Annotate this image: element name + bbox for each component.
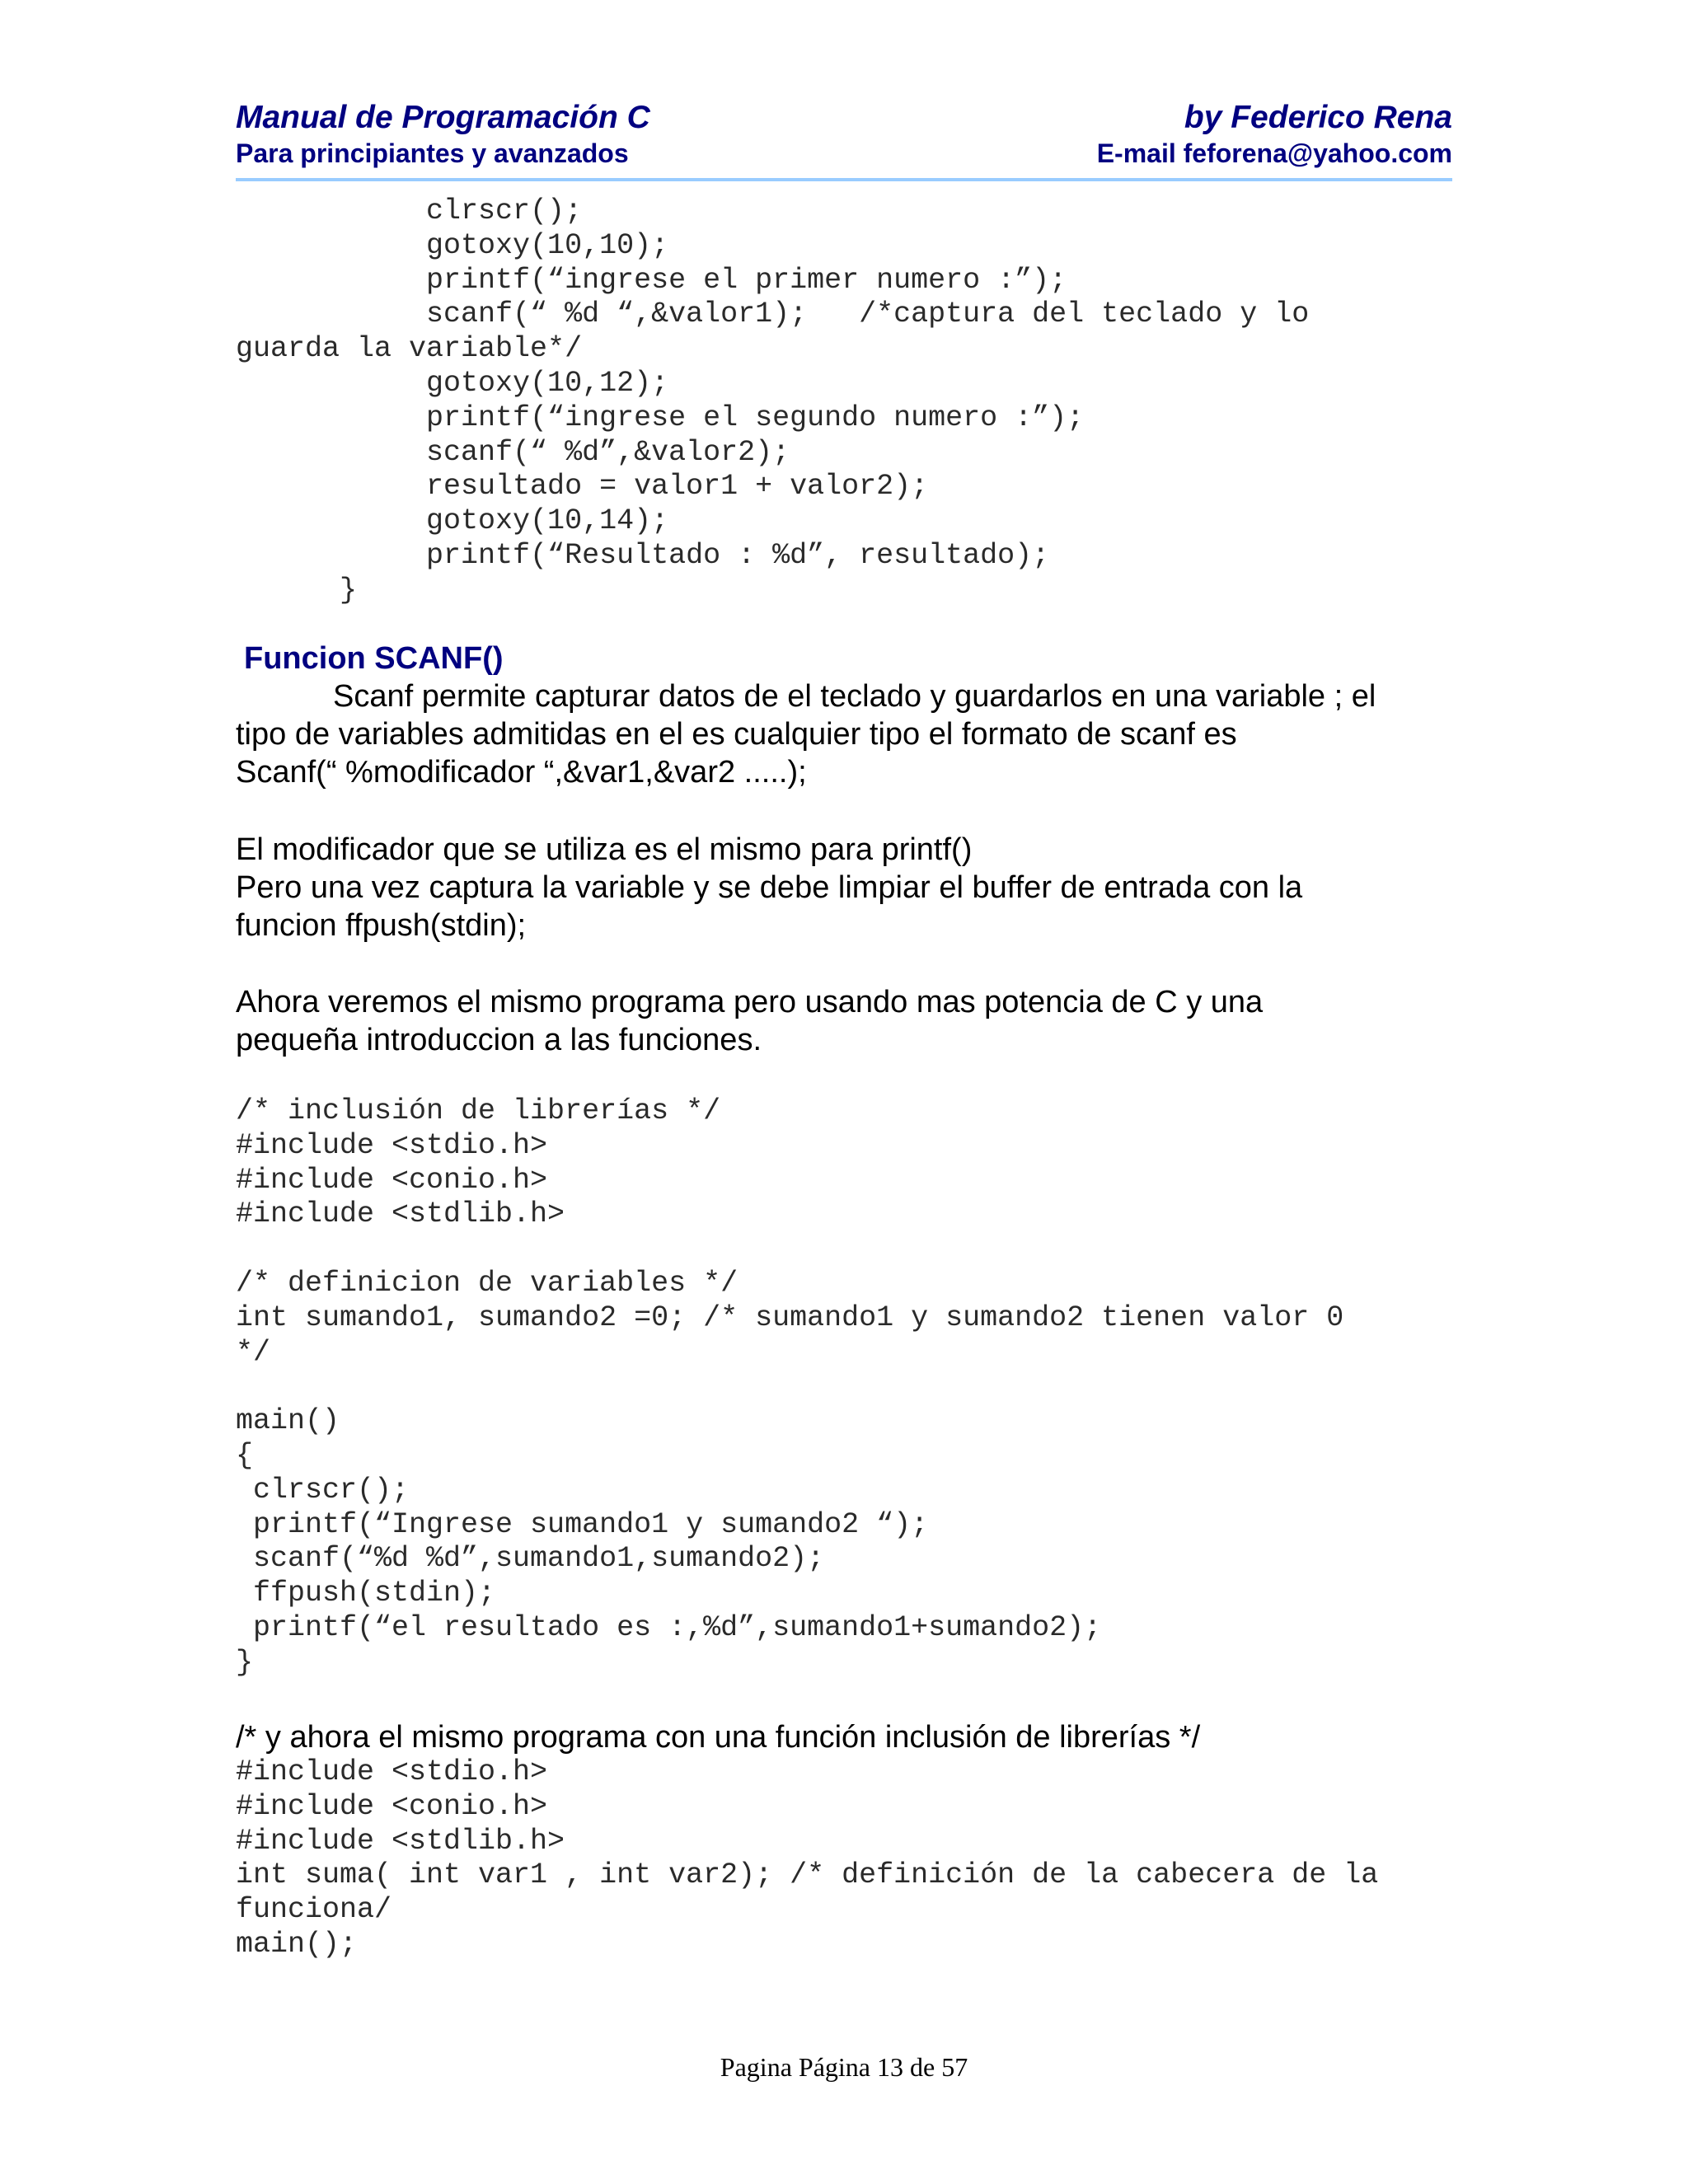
paragraph-1-line-3: Scanf(“ %modificador “,&var1,&var2 .....); — [236, 755, 807, 790]
code-block-1: clrscr(); gotoxy(10,10); printf(“ingrese el primer numero :”); scanf(“ %d “,&valor1); /*captura del teclado y lo guarda la variable*/ gotoxy(10,12); printf(“ingrese el segundo numero :”); scanf(“ %d”,&valor2); resultado = valor1 + valor2); gotoxy(10,14); printf(“Resultado : %d”, resultado); } — [236, 194, 1310, 607]
author-email: E-mail feforena@yahoo.com — [1096, 138, 1452, 168]
header-divider — [236, 178, 1452, 181]
paragraph-1 — [236, 677, 1376, 791]
document-subtitle: Para principiantes y avanzados — [236, 138, 629, 168]
paragraph-2-line-1: El modificador que se utiliza es el mismo para printf() — [236, 832, 973, 867]
page-footer: Pagina Página 13 de 57 — [720, 2052, 968, 2082]
paragraph-4: /* y ahora el mismo programa con una función inclusión de librerías */ — [236, 1720, 1201, 1755]
code-block-3: #include <stdio.h> #include <conio.h> #include <stdlib.h> int suma( int var1 , int var2); /* definición de la cabecera de la funciona/ main(); — [236, 1755, 1379, 1961]
paragraph-2-line-3: funcion ffpush(stdin); — [236, 908, 527, 943]
paragraph-2 — [236, 831, 1302, 944]
paragraph-3 — [236, 983, 1263, 1059]
paragraph-3-line-1: Ahora veremos el mismo programa pero usando mas potencia de C y una — [236, 985, 1264, 1019]
paragraph-3-line-2: pequeña introduccion a las funciones. — [236, 1023, 762, 1057]
document-author: by Federico Rena — [1184, 100, 1452, 135]
code-block-2: /* inclusión de librerías */ #include <stdio.h> #include <conio.h> #include <stdlib.h> /* definicion de variables */ int sumando1, sumando2 =0; /* sumando1 y sumando2 tienen valor 0 */ main() { clrscr(); printf(“Ingrese sumando1 y sumando2 “); scanf(“%d %d”,sumando1,sumando2); ffpush(stdin); printf(“el resultado es :,%d”,sumando1+sumando2); } — [236, 1094, 1344, 1679]
paragraph-2-line-2: Pero una vez captura la variable y se debe limpiar el buffer de entrada con la — [236, 870, 1303, 905]
paragraph-1-line-1: Scanf permite capturar datos de el teclado y guardarlos en una variable ; el — [333, 679, 1376, 714]
section-heading: Funcion SCANF() — [244, 641, 504, 676]
paragraph-1-line-2: tipo de variables admitidas en el es cualquier tipo el formato de scanf es — [236, 717, 1237, 752]
document-title: Manual de Programación C — [236, 100, 650, 135]
